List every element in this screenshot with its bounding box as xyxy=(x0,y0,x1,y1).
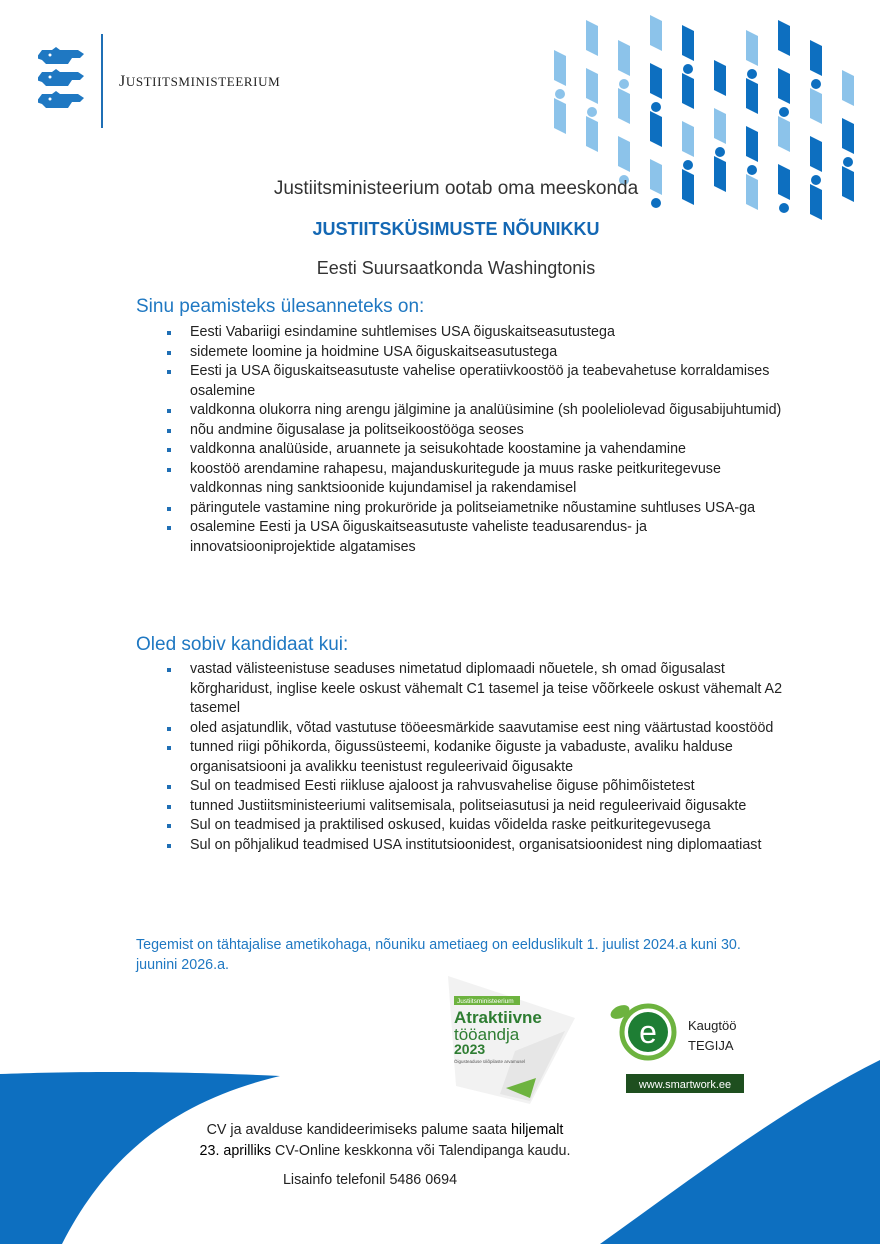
pattern-stripe xyxy=(650,63,662,99)
list-item: sidemete loomine ja hoidmine USA õiguskaitseasutustega xyxy=(164,343,784,363)
list-item: vastad välisteenistuse seaduses nimetatud diplomaadi nõuetele, sh omad õigusalast kõrgharidust, inglise keele oskust vähemalt C1 tasemel ja teise võõrkeele oskust vähemalt A2 tasemel xyxy=(164,660,784,719)
smartwork-line2: TEGIJA xyxy=(688,1038,734,1053)
pattern-stripe xyxy=(586,20,598,56)
duties-heading: Sinu peamisteks ülesanneteks on: xyxy=(136,296,425,317)
attractive-employer-badge xyxy=(420,976,580,1104)
pattern-dot xyxy=(843,157,853,167)
smartwork-line1: Kaugtöö xyxy=(688,1018,737,1033)
pattern-stripe xyxy=(810,136,822,172)
pattern-stripe xyxy=(714,60,726,96)
pattern-stripe xyxy=(714,108,726,144)
pattern-dot xyxy=(587,107,597,117)
pattern-stripe xyxy=(682,25,694,61)
pattern-dot xyxy=(747,69,757,79)
term-note: Tegemist on tähtajalise ametikohaga, nõuniku ametiaeg on eelduslikult 1. juulist 2024.a kuni 30. juunini 2026.a. xyxy=(136,937,741,973)
coat-of-arms-icon xyxy=(38,46,88,114)
smartwork-badge xyxy=(604,998,754,1096)
pattern-stripe xyxy=(586,68,598,104)
pattern-dot xyxy=(555,89,565,99)
list-item: nõu andmine õigusalase ja politseikoostööga seoses xyxy=(164,421,784,441)
list-item: Eesti Vabariigi esindamine suhtlemises USA õiguskaitseasutustega xyxy=(164,323,784,343)
job-location: Eesti Suursaatkonda Washingtonis xyxy=(316,258,596,278)
pattern-dot xyxy=(779,107,789,117)
list-item: oled asjatundlik, võtad vastutuse tööeesmärkide saavutamise eest ning väärtustad koostööd xyxy=(164,719,784,739)
requirements-heading: Oled sobiv kandidaat kui: xyxy=(136,634,349,655)
smartwork-letter: e xyxy=(639,1014,657,1050)
list-item: valdkonna analüüside, aruannete ja seisukohtade koostamine ja vahendamine xyxy=(164,440,784,460)
pattern-stripe xyxy=(618,136,630,172)
pattern-stripe xyxy=(810,88,822,124)
list-item: koostöö arendamine rahapesu, majanduskuritegude ja muus raske peitkuritegevuse valdkonnas ning sanktsioonide kujundamisel ja rakendamisel xyxy=(164,460,784,499)
duties-list xyxy=(164,323,784,557)
application-text xyxy=(155,1120,615,1162)
ministry-initial: J xyxy=(119,73,126,90)
pattern-stripe xyxy=(778,20,790,56)
pattern-dot xyxy=(811,79,821,89)
badge-ministry-label: Justiitsministeerium xyxy=(457,998,514,1005)
pattern-stripe xyxy=(650,111,662,147)
pattern-stripe xyxy=(682,73,694,109)
ministry-rest: USTIITSMINISTEERIUM xyxy=(125,74,281,89)
list-item: Eesti ja USA õiguskaitseasutuste vahelise operatiivkoostöö ja teabevahetuse korraldamises osalemine xyxy=(164,362,784,401)
pattern-stripe xyxy=(650,15,662,51)
pattern-dot xyxy=(683,160,693,170)
pattern-stripe xyxy=(554,98,566,134)
list-item: tunned Justiitsministeeriumi valitsemisala, politseiasutusi ja neid reguleerivaid õigusakte xyxy=(164,797,784,817)
badge-year: 2023 xyxy=(454,1041,486,1057)
pattern-dot xyxy=(747,165,757,175)
list-item: päringutele vastamine ning prokuröride ja politseiametnike nõustamine suhtluses USA-ga xyxy=(164,499,784,519)
list-item: Sul on põhjalikud teadmised USA institutsioonidest, organisatsioonidest ning diplomaatiast xyxy=(164,836,784,856)
intro-text: Justiitsministeerium ootab oma meeskonda xyxy=(273,178,639,199)
pattern-stripe xyxy=(618,88,630,124)
apply-deadline-2: 23. aprilliks xyxy=(199,1143,272,1159)
pattern-dot xyxy=(715,147,725,157)
contact-info: Lisainfo telefonil 5486 0694 xyxy=(282,1172,458,1188)
pattern-stripe xyxy=(842,70,854,106)
apply-text-2: CV-Online keskkonna või Talendipanga kaudu. xyxy=(271,1143,571,1159)
list-item: Sul on teadmised Eesti riikluse ajaloost ja rahvusvahelise õiguse põhimõistetest xyxy=(164,777,784,797)
pattern-stripe xyxy=(778,116,790,152)
pattern-stripe xyxy=(554,50,566,86)
badge-caption: Õigusteaduse üliõpilaste arvamusel xyxy=(454,1059,526,1064)
pattern-stripe xyxy=(842,118,854,154)
job-title: JUSTIITSKÜSIMUSTE NÕUNIKKU xyxy=(312,219,600,239)
pattern-stripe xyxy=(586,116,598,152)
apply-text-1: CV ja avalduse kandideerimiseks palume saata xyxy=(206,1122,511,1138)
list-item: Sul on teadmised ja praktilised oskused, kuidas võidelda raske peitkuritegevusega xyxy=(164,816,784,836)
list-item: valdkonna olukorra ning arengu jälgimine ja analüüsimine (sh pooleliolevad õigusabijuhtumid) xyxy=(164,401,784,421)
list-item: tunned riigi põhikorda, õigussüsteemi, kodanike õiguste ja vabaduste, avaliku halduse organisatsiooni ja avalikku teenistust reguleerivaid õigusakte xyxy=(164,738,784,777)
requirements-list xyxy=(164,660,784,855)
pattern-stripe xyxy=(618,40,630,76)
list-item: osalemine Eesti ja USA õiguskaitseasutuste vaheliste teadusarendus- ja innovatsiooniprojektide algatamises xyxy=(164,518,784,557)
header-divider xyxy=(101,34,103,128)
pattern-dot xyxy=(683,64,693,74)
pattern-stripe xyxy=(746,126,758,162)
decorative-pattern xyxy=(540,10,870,245)
badge-line2: tööandja xyxy=(454,1025,520,1044)
badge-line1: Atraktiivne xyxy=(454,1008,542,1027)
pattern-stripe xyxy=(746,30,758,66)
apply-deadline-1: hiljemalt xyxy=(510,1122,564,1138)
pattern-stripe xyxy=(810,40,822,76)
pattern-dot xyxy=(651,102,661,112)
smartwork-url: www.smartwork.ee xyxy=(638,1079,732,1091)
pattern-stripe xyxy=(682,121,694,157)
ministry-name xyxy=(119,73,280,91)
pattern-dot xyxy=(619,79,629,89)
pattern-stripe xyxy=(746,78,758,114)
pattern-dot xyxy=(779,203,789,213)
pattern-stripe xyxy=(778,68,790,104)
